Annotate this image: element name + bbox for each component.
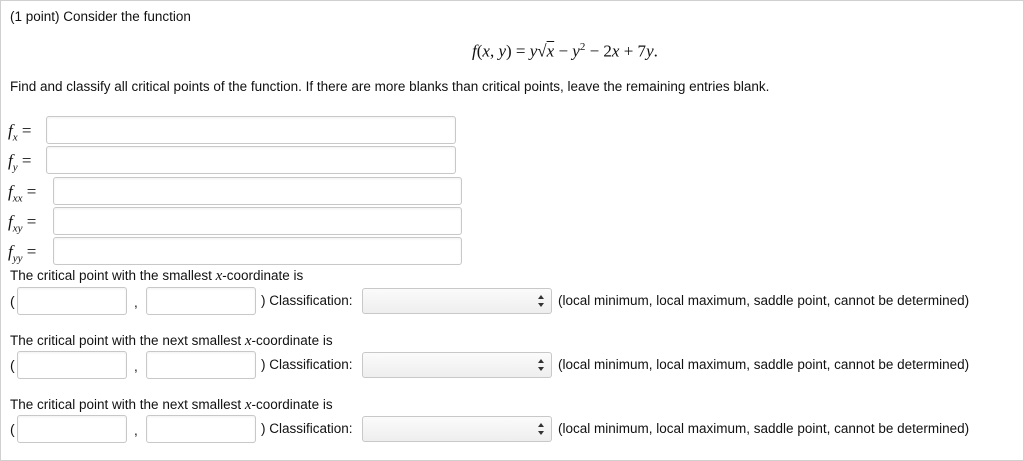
comma: ,	[134, 359, 138, 374]
critical-point-2-prompt: The critical point with the next smallest x-coordinate is	[10, 333, 333, 349]
classification-options-hint: (local minimum, local maximum, saddle point, cannot be determined)	[558, 357, 970, 372]
critical-point-2-classification-select[interactable]	[362, 352, 552, 378]
critical-point-1-classification-select[interactable]	[362, 288, 552, 314]
fxx-input[interactable]	[53, 177, 462, 205]
comma: ,	[134, 295, 138, 310]
critical-point-1-y-input[interactable]	[146, 287, 256, 315]
classification-options-hint: (local minimum, local maximum, saddle point, cannot be determined)	[558, 421, 970, 436]
select-arrows-icon	[537, 357, 545, 373]
critical-point-2-y-input[interactable]	[146, 351, 256, 379]
fy-label: $f_y$ =	[8, 151, 32, 174]
fxy-label: $f_{xy}$ =	[8, 212, 37, 235]
open-paren: (	[10, 357, 15, 373]
critical-point-3-prompt: The critical point with the next smallest x-coordinate is	[10, 397, 333, 413]
select-arrows-icon	[537, 293, 545, 309]
fx-label: $f_x$ =	[8, 121, 32, 144]
fyy-input[interactable]	[53, 237, 462, 265]
fy-input[interactable]	[46, 146, 456, 174]
fxx-label: $f_{xx}$ =	[8, 182, 37, 205]
fx-input[interactable]	[46, 116, 456, 144]
critical-point-1-prompt: The critical point with the smallest x-coordinate is	[10, 268, 304, 284]
open-paren: (	[10, 421, 15, 437]
instructions: Find and classify all critical points of the function. If there are more blanks than critical points, leave the remaining entries blank.	[10, 79, 770, 94]
fxy-input[interactable]	[53, 207, 462, 235]
problem-header: (1 point) Consider the function	[10, 9, 191, 24]
classification-label: ) Classification:	[261, 293, 353, 308]
comma: ,	[134, 423, 138, 438]
critical-point-1-x-input[interactable]	[17, 287, 127, 315]
open-paren: (	[10, 293, 15, 309]
function-formula: f(x, $y) = y√x - y^2 - 2x + 7y$.	[472, 41, 658, 61]
select-arrows-icon	[537, 421, 545, 437]
fyy-label: $f_{yy}$ =	[8, 242, 37, 265]
classification-label: ) Classification:	[261, 357, 353, 372]
critical-point-3-classification-select[interactable]	[362, 416, 552, 442]
critical-point-2-x-input[interactable]	[17, 351, 127, 379]
critical-point-3-x-input[interactable]	[17, 415, 127, 443]
critical-point-3-y-input[interactable]	[146, 415, 256, 443]
classification-options-hint: (local minimum, local maximum, saddle point, cannot be determined)	[558, 293, 970, 308]
classification-label: ) Classification:	[261, 421, 353, 436]
